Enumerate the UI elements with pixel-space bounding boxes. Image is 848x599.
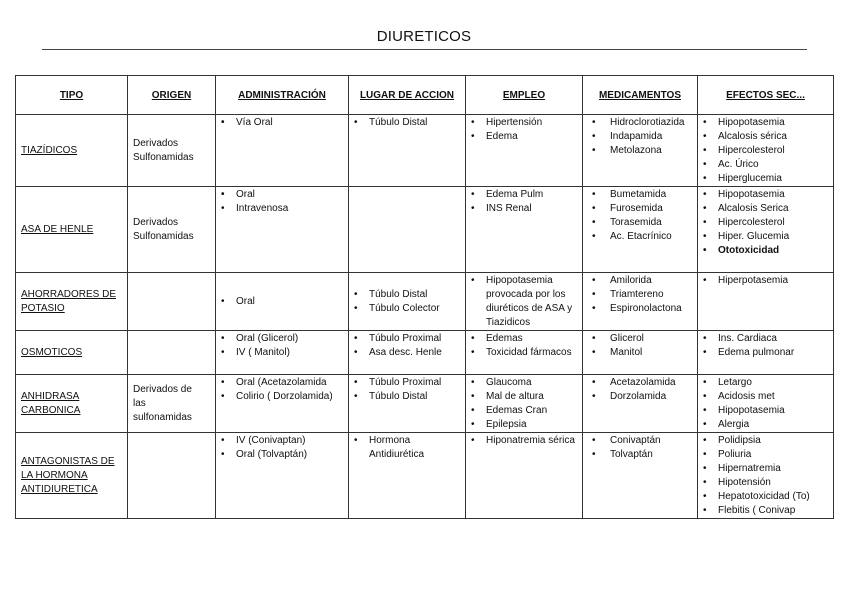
list-item: • Hiperglucemia [698, 172, 833, 186]
list-item: • Edemas [466, 332, 582, 346]
lugar-list [349, 187, 465, 188]
origen-line: Sulfonamidas [133, 151, 194, 163]
administracion-list [216, 331, 348, 360]
list-item: • Túbulo Proximal [349, 376, 465, 390]
header-empleo: EMPLEO [466, 76, 583, 115]
empleo-list [466, 331, 582, 360]
origen-line: las [133, 397, 146, 409]
list-item: • Hipertensión [466, 116, 582, 130]
list-item: • Manitol [583, 346, 697, 360]
cell-tipo: ANTAGONISTAS DE LA HORMONA ANTIDIURETICA [16, 433, 128, 519]
origen-line: Derivados [133, 216, 179, 228]
list-item: • Conivaptán [583, 434, 697, 448]
cell-origen [128, 433, 216, 519]
cell-empleo [466, 375, 583, 433]
list-item: • Hipotensión [698, 476, 833, 490]
list-item: • Espironolactona [583, 302, 697, 316]
list-item: • Vía Oral [216, 116, 348, 130]
medicamentos-list [583, 273, 697, 316]
list-item: • Túbulo Distal [349, 288, 465, 302]
empleo-list [466, 187, 582, 216]
list-item: • Oral (Tolvaptán) [216, 448, 348, 462]
cell-lugar [349, 331, 466, 375]
empleo-list [466, 273, 582, 330]
empleo-list [466, 115, 582, 144]
lugar-list [349, 287, 465, 316]
list-item: • Hipopotasemia [698, 188, 833, 202]
administracion-list [216, 187, 348, 216]
list-item: • Colirio ( Dorzolamida) [216, 390, 348, 404]
list-item: • Túbulo Colector [349, 302, 465, 316]
cell-efectos [698, 115, 834, 187]
list-item: • Ototoxicidad [698, 244, 833, 258]
cell-medicamentos [583, 331, 698, 375]
cell-administracion [216, 331, 349, 375]
table-row [16, 187, 834, 273]
list-item: • Indapamida [583, 130, 697, 144]
cell-tipo: TIAZÍDICOS [16, 115, 128, 187]
list-item: • Oral (Glicerol) [216, 332, 348, 346]
list-item: • Oral [216, 295, 348, 309]
list-item: • Polidipsia [698, 434, 833, 448]
list-item: • Torasemida [583, 216, 697, 230]
list-item: • Ac. Úrico [698, 158, 833, 172]
list-item: • Hiperpotasemia [698, 274, 833, 288]
table-row [16, 375, 834, 433]
list-item: • Oral (Acetazolamida [216, 376, 348, 390]
medicamentos-list [583, 433, 697, 462]
table-row [16, 115, 834, 187]
header-origen: ORIGEN [128, 76, 216, 115]
list-item: • IV ( Manitol) [216, 346, 348, 360]
administracion-list [216, 375, 348, 404]
cell-origen [128, 115, 216, 187]
list-item: • Mal de altura [466, 390, 582, 404]
cell-medicamentos [583, 115, 698, 187]
empleo-list [466, 375, 582, 432]
diureticos-table [15, 75, 834, 519]
list-item: • Poliuria [698, 448, 833, 462]
medicamentos-list [583, 115, 697, 158]
cell-empleo [466, 273, 583, 331]
cell-efectos [698, 433, 834, 519]
efectos-list [698, 115, 833, 186]
cell-administracion [216, 273, 349, 331]
list-item: • Asa desc. Henle [349, 346, 465, 360]
lugar-list [349, 433, 465, 462]
header-efectos: EFECTOS SEC... [698, 76, 834, 115]
cell-medicamentos [583, 375, 698, 433]
lugar-list [349, 375, 465, 404]
list-item: • Alcalosis sérica [698, 130, 833, 144]
list-item: • Letargo [698, 376, 833, 390]
list-item: • Túbulo Distal [349, 116, 465, 130]
list-item: • Flebitis ( Conivap [698, 504, 833, 518]
list-item: • Hipernatremia [698, 462, 833, 476]
cell-origen [128, 187, 216, 273]
list-item: • Epilepsia [466, 418, 582, 432]
administracion-list [216, 433, 348, 462]
header-row [16, 76, 834, 115]
efectos-list [698, 187, 833, 258]
header-tipo: TIPO [16, 76, 128, 115]
cell-efectos [698, 273, 834, 331]
page-title: DIURETICOS [376, 28, 472, 45]
header-lugar: LUGAR DE ACCION [349, 76, 466, 115]
table-row [16, 433, 834, 519]
cell-medicamentos [583, 433, 698, 519]
table-row [16, 331, 834, 375]
header-administracion: ADMINISTRACIÓN [216, 76, 349, 115]
list-item: • Hipopotasemia [698, 404, 833, 418]
medicamentos-list [583, 375, 697, 404]
title-underline [42, 49, 807, 50]
list-item: • Hidroclorotiazida [583, 116, 697, 130]
cell-efectos [698, 375, 834, 433]
list-item: • Ac. Etacrínico [583, 230, 697, 244]
list-item: • Hipercolesterol [698, 144, 833, 158]
list-item: • Ins. Cardiaca [698, 332, 833, 346]
cell-administracion [216, 115, 349, 187]
cell-tipo: OSMOTICOS [16, 331, 128, 375]
cell-lugar [349, 187, 466, 273]
origen-line: sulfonamidas [133, 411, 192, 423]
list-item: • Triamtereno [583, 288, 697, 302]
cell-origen [128, 331, 216, 375]
list-item: • Oral [216, 188, 348, 202]
list-item: • Túbulo Distal [349, 390, 465, 404]
cell-empleo [466, 115, 583, 187]
list-item: • Hipopotasemia [698, 116, 833, 130]
table-row [16, 273, 834, 331]
cell-empleo [466, 187, 583, 273]
list-item: • Hepatotoxicidad (To) [698, 490, 833, 504]
header-medicamentos: MEDICAMENTOS [583, 76, 698, 115]
list-item: • Tolvaptán [583, 448, 697, 462]
list-item: • Furosemida [583, 202, 697, 216]
origen-line: Derivados de [133, 383, 192, 395]
list-item: • Alcalosis Serica [698, 202, 833, 216]
cell-efectos [698, 331, 834, 375]
cell-lugar [349, 375, 466, 433]
list-item: • Acidosis met [698, 390, 833, 404]
list-item: • Edema Pulm [466, 188, 582, 202]
list-item: • Hipopotasemia provocada por los diuréticos de ASA y Tiazidicos [466, 274, 582, 330]
efectos-list [698, 433, 833, 518]
list-item: • Metolazona [583, 144, 697, 158]
cell-medicamentos [583, 273, 698, 331]
medicamentos-list [583, 331, 697, 360]
efectos-list [698, 273, 833, 288]
list-item: • IV (Conivaptan) [216, 434, 348, 448]
cell-administracion [216, 187, 349, 273]
list-item: • Edemas Cran [466, 404, 582, 418]
cell-empleo [466, 331, 583, 375]
list-item: • Dorzolamida [583, 390, 697, 404]
list-item: • Hormona Antidiurética [349, 434, 465, 462]
cell-lugar [349, 273, 466, 331]
list-item: • Hiper. Glucemia [698, 230, 833, 244]
list-item: • Edema [466, 130, 582, 144]
empleo-list [466, 433, 582, 448]
list-item: • Edema pulmonar [698, 346, 833, 360]
list-item: • Glaucoma [466, 376, 582, 390]
list-item: • Túbulo Proximal [349, 332, 465, 346]
list-item: • Hiponatremia sérica [466, 434, 582, 448]
cell-medicamentos [583, 187, 698, 273]
list-item: • Toxicidad fármacos [466, 346, 582, 360]
list-item: • Bumetamida [583, 188, 697, 202]
list-item: • INS Renal [466, 202, 582, 216]
list-item: • Alergia [698, 418, 833, 432]
cell-lugar [349, 433, 466, 519]
list-item: • Hipercolesterol [698, 216, 833, 230]
efectos-list [698, 331, 833, 360]
efectos-list [698, 375, 833, 432]
origen-line: Sulfonamidas [133, 230, 194, 242]
administracion-list [216, 115, 348, 130]
cell-origen [128, 273, 216, 331]
cell-administracion [216, 375, 349, 433]
lugar-list [349, 115, 465, 130]
list-item: • Amilorida [583, 274, 697, 288]
medicamentos-list [583, 187, 697, 244]
origen-line: Derivados [133, 137, 179, 149]
cell-empleo [466, 433, 583, 519]
list-item: • Intravenosa [216, 202, 348, 216]
list-item: • Acetazolamida [583, 376, 697, 390]
cell-tipo: ANHIDRASA CARBONICA [16, 375, 128, 433]
list-item: • Glicerol [583, 332, 697, 346]
cell-efectos [698, 187, 834, 273]
lugar-list [349, 331, 465, 360]
cell-tipo: AHORRADORES DE POTASIO [16, 273, 128, 331]
cell-origen [128, 375, 216, 433]
cell-lugar [349, 115, 466, 187]
cell-tipo: ASA DE HENLE [16, 187, 128, 273]
administracion-list [216, 294, 348, 309]
cell-administracion [216, 433, 349, 519]
